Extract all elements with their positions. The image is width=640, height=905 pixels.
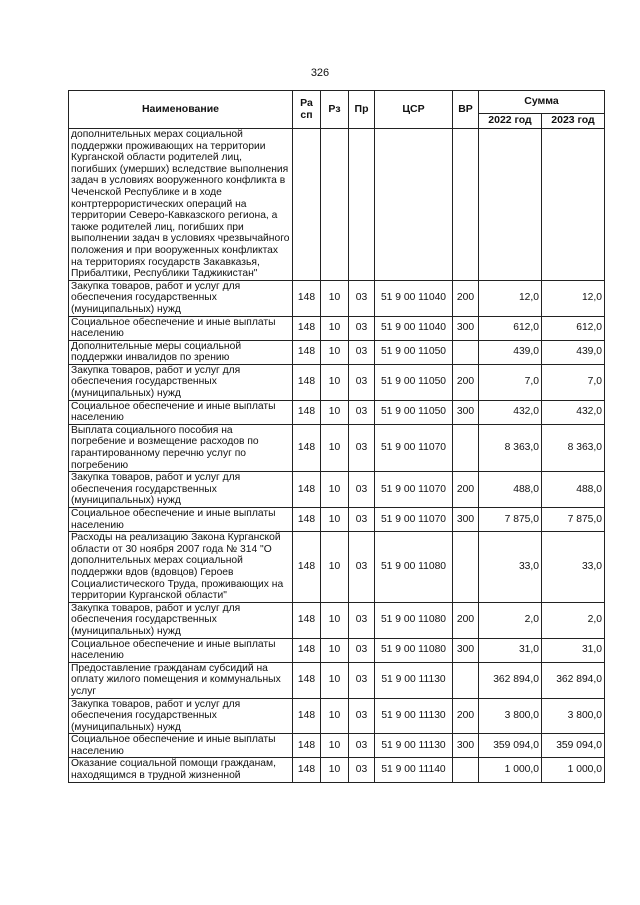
cell-2022: 432,0 [479,400,542,424]
cell-vr [453,129,479,281]
cell-vr: 300 [453,400,479,424]
cell-2023: 612,0 [542,316,605,340]
cell-name: Социальное обеспечение и иные выплаты населению [69,638,293,662]
cell-rasp [293,129,321,281]
header-csr: ЦСР [375,91,453,129]
cell-2022: 362 894,0 [479,662,542,698]
cell-vr: 300 [453,638,479,662]
cell-name: Социальное обеспечение и иные выплаты населению [69,400,293,424]
cell-2023: 3 800,0 [542,698,605,734]
cell-rasp: 148 [293,602,321,638]
cell-rz: 10 [321,758,349,782]
cell-rz [321,129,349,281]
cell-rasp: 148 [293,508,321,532]
cell-name: Закупка товаров, работ и услуг для обеспечения государственных (муниципальных) нужд [69,698,293,734]
cell-csr: 51 9 00 11130 [375,734,453,758]
cell-2023: 362 894,0 [542,662,605,698]
cell-vr: 300 [453,734,479,758]
cell-name: Социальное обеспечение и иные выплаты населению [69,508,293,532]
budget-table [68,90,605,783]
table-row [69,662,605,698]
cell-2023: 2,0 [542,602,605,638]
cell-rz: 10 [321,662,349,698]
cell-csr: 51 9 00 11080 [375,602,453,638]
cell-pr: 03 [349,316,375,340]
cell-pr: 03 [349,758,375,782]
cell-rz: 10 [321,508,349,532]
cell-csr: 51 9 00 11130 [375,662,453,698]
cell-rasp: 148 [293,472,321,508]
cell-vr [453,662,479,698]
table-body [69,129,605,783]
cell-name: Закупка товаров, работ и услуг для обеспечения государственных (муниципальных) нужд [69,280,293,316]
cell-pr: 03 [349,638,375,662]
cell-rz: 10 [321,638,349,662]
cell-rasp: 148 [293,532,321,603]
cell-pr: 03 [349,364,375,400]
cell-rasp: 148 [293,638,321,662]
table-row [69,424,605,471]
cell-pr: 03 [349,508,375,532]
table-row [69,472,605,508]
cell-csr: 51 9 00 11050 [375,364,453,400]
cell-pr: 03 [349,400,375,424]
cell-rz: 10 [321,734,349,758]
table-row [69,316,605,340]
table-row [69,602,605,638]
cell-pr: 03 [349,602,375,638]
cell-pr: 03 [349,532,375,603]
cell-2022: 439,0 [479,340,542,364]
cell-vr: 200 [453,698,479,734]
cell-pr [349,129,375,281]
header-2023: 2023 год [542,114,605,129]
cell-2022: 359 094,0 [479,734,542,758]
cell-name: Закупка товаров, работ и услуг для обеспечения государственных (муниципальных) нужд [69,472,293,508]
cell-vr: 200 [453,364,479,400]
header-2022: 2022 год [479,114,542,129]
cell-2022: 1 000,0 [479,758,542,782]
cell-rz: 10 [321,698,349,734]
cell-2023: 33,0 [542,532,605,603]
table-row [69,340,605,364]
cell-pr: 03 [349,424,375,471]
cell-rasp: 148 [293,734,321,758]
cell-csr: 51 9 00 11070 [375,472,453,508]
cell-pr: 03 [349,734,375,758]
table-row [69,400,605,424]
table-row [69,638,605,662]
cell-2023: 7,0 [542,364,605,400]
cell-rasp: 148 [293,280,321,316]
cell-rasp: 148 [293,400,321,424]
cell-csr: 51 9 00 11040 [375,316,453,340]
cell-2022: 7 875,0 [479,508,542,532]
cell-pr: 03 [349,280,375,316]
cell-csr: 51 9 00 11080 [375,532,453,603]
cell-2022: 3 800,0 [479,698,542,734]
cell-vr: 200 [453,472,479,508]
cell-2022: 7,0 [479,364,542,400]
cell-vr [453,340,479,364]
cell-2023: 359 094,0 [542,734,605,758]
cell-rasp: 148 [293,364,321,400]
cell-rz: 10 [321,340,349,364]
cell-2023: 488,0 [542,472,605,508]
cell-vr [453,424,479,471]
cell-rasp: 148 [293,316,321,340]
cell-rz: 10 [321,602,349,638]
header-rasp: Ра сп [293,91,321,129]
table-row [69,364,605,400]
header-sum: Сумма [479,91,605,114]
cell-csr [375,129,453,281]
cell-rasp: 148 [293,662,321,698]
cell-rasp: 148 [293,758,321,782]
cell-vr: 300 [453,508,479,532]
cell-name: Закупка товаров, работ и услуг для обеспечения государственных (муниципальных) нужд [69,364,293,400]
cell-name: Дополнительные меры социальной поддержки инвалидов по зрению [69,340,293,364]
table-row [69,758,605,782]
header-name: Наименование [69,91,293,129]
cell-2023: 12,0 [542,280,605,316]
table-row [69,532,605,603]
cell-rz: 10 [321,424,349,471]
cell-vr: 200 [453,280,479,316]
cell-2022: 8 363,0 [479,424,542,471]
cell-rasp: 148 [293,340,321,364]
cell-2023: 8 363,0 [542,424,605,471]
cell-csr: 51 9 00 11070 [375,424,453,471]
cell-name: Закупка товаров, работ и услуг для обеспечения государственных (муниципальных) нужд [69,602,293,638]
cell-rz: 10 [321,400,349,424]
table-row [69,734,605,758]
header-pr: Пр [349,91,375,129]
cell-2022 [479,129,542,281]
table-row [69,129,605,281]
cell-rz: 10 [321,364,349,400]
cell-name: Выплата социального пособия на погребение и возмещение расходов по гарантированному перечню услуг по погребению [69,424,293,471]
cell-rasp: 148 [293,424,321,471]
cell-rz: 10 [321,280,349,316]
cell-2023: 7 875,0 [542,508,605,532]
cell-csr: 51 9 00 11140 [375,758,453,782]
header-vr: ВР [453,91,479,129]
cell-rasp: 148 [293,698,321,734]
cell-pr: 03 [349,472,375,508]
cell-rz: 10 [321,472,349,508]
cell-2022: 31,0 [479,638,542,662]
cell-name: Расходы на реализацию Закона Курганской области от 30 ноября 2007 года № 314 "О дополнительных мерах социальной поддержки вдов (вдовцов) Героев Социалистического Труда, проживающих на территории Курганской области" [69,532,293,603]
cell-csr: 51 9 00 11050 [375,400,453,424]
cell-name: дополнительных мерах социальной поддержки проживающих на территории Курганской области родителей лиц, погибших (умерших) вследствие выполнения задач в условиях вооруженного конфликта в Чеченской Республике и в ходе контртеррористических операций на территории Северо-Кавказского региона, а также родителей лиц, погибших при выполнении задач в условиях чрезвычайного положения и при вооруженных конфликтах на территориях государств Закавказья, Прибалтики, Республики Таджикистан" [69,129,293,281]
cell-csr: 51 9 00 11130 [375,698,453,734]
cell-pr: 03 [349,698,375,734]
cell-2023: 432,0 [542,400,605,424]
cell-vr [453,758,479,782]
cell-name: Оказание социальной помощи гражданам, находящимся в трудной жизненной [69,758,293,782]
cell-2023 [542,129,605,281]
cell-name: Социальное обеспечение и иные выплаты населению [69,734,293,758]
header-rz: Рз [321,91,349,129]
cell-csr: 51 9 00 11040 [375,280,453,316]
cell-csr: 51 9 00 11050 [375,340,453,364]
cell-2022: 12,0 [479,280,542,316]
cell-csr: 51 9 00 11070 [375,508,453,532]
cell-name: Социальное обеспечение и иные выплаты населению [69,316,293,340]
cell-2022: 612,0 [479,316,542,340]
cell-pr: 03 [349,662,375,698]
cell-pr: 03 [349,340,375,364]
cell-name: Предоставление гражданам субсидий на оплату жилого помещения и коммунальных услуг [69,662,293,698]
cell-2023: 439,0 [542,340,605,364]
cell-rz: 10 [321,532,349,603]
table-row [69,698,605,734]
table-row [69,280,605,316]
page-number: 326 [310,67,330,79]
cell-2023: 1 000,0 [542,758,605,782]
table-header [69,91,605,129]
table-row [69,508,605,532]
cell-2022: 488,0 [479,472,542,508]
cell-2023: 31,0 [542,638,605,662]
cell-vr [453,532,479,603]
cell-rz: 10 [321,316,349,340]
cell-csr: 51 9 00 11080 [375,638,453,662]
cell-2022: 33,0 [479,532,542,603]
cell-vr: 300 [453,316,479,340]
cell-2022: 2,0 [479,602,542,638]
cell-vr: 200 [453,602,479,638]
